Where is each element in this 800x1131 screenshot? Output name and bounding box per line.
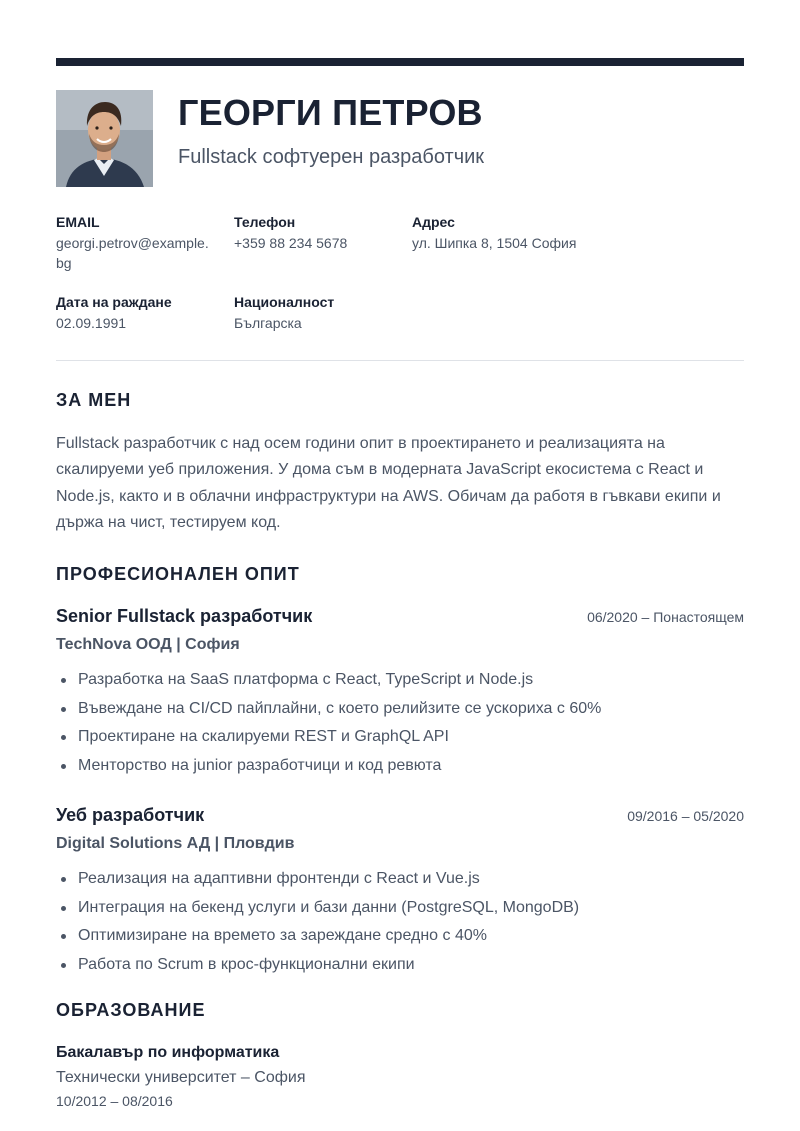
job-title: Уеб разработчик — [56, 805, 205, 825]
job-bullets — [56, 666, 744, 780]
experience-section — [56, 563, 744, 979]
job-company: Digital Solutions АД | Пловдив — [56, 835, 295, 852]
contact-info — [56, 213, 744, 333]
list-item: Въвеждане на CI/CD пайплайни, с което релийзите се ускориха с 60% — [56, 695, 744, 724]
name-block — [178, 90, 484, 187]
top-accent-bar — [56, 58, 744, 66]
contact-birthdate — [56, 293, 234, 333]
job-company: TechNova ООД | София — [56, 636, 240, 653]
contact-nationality — [234, 293, 412, 333]
education-degree: Бакалавър по информатика — [56, 1044, 280, 1061]
section-title: ЗА МЕН — [56, 390, 132, 410]
nationality-value: Българска — [234, 315, 302, 331]
address-value: ул. Шипка 8, 1504 София — [412, 235, 577, 251]
section-title: ОБРАЗОВАНИЕ — [56, 1000, 206, 1020]
about-text: Fullstack разработчик с над осем години опит в проектирането и реализацията на скалируеми уеб приложения. У дома съм в модерната JavaScript екосистема с React и Node.js, както и в облачни инфраструктури на AWS. Обичам да работя в гъвкави екипи и държа на чист, тестируем код. — [56, 435, 721, 532]
job-dates: 09/2016 – 05/2020 — [627, 808, 744, 824]
job-header — [56, 804, 744, 826]
contact-address — [412, 213, 672, 273]
job-dates: 06/2020 – Понастоящем — [587, 609, 744, 625]
profile-photo — [56, 90, 153, 187]
section-divider — [56, 360, 744, 361]
contact-label: EMAIL — [56, 214, 100, 230]
contact-label: Адрес — [412, 214, 455, 230]
contact-label: Националност — [234, 294, 335, 310]
contact-label: Телефон — [234, 214, 296, 230]
job-subtitle: Fullstack софтуерен разработчик — [178, 146, 485, 168]
email-value[interactable]: georgi.petrov@example.bg — [56, 235, 209, 271]
list-item: Интеграция на бекенд услуги и бази данни (PostgreSQL, MongoDB) — [56, 894, 744, 923]
phone-value: +359 88 234 5678 — [234, 235, 348, 251]
list-item: Оптимизиране на времето за зареждане средно с 40% — [56, 922, 744, 951]
contact-phone — [234, 213, 412, 273]
job-bullets — [56, 865, 744, 979]
full-name: ГЕОРГИ ПЕТРОВ — [178, 92, 483, 133]
section-title: ПРОФЕСИОНАЛЕН ОПИТ — [56, 564, 300, 584]
list-item: Реализация на адаптивни фронтенди с React и Vue.js — [56, 865, 744, 894]
cv-header — [56, 90, 744, 187]
contact-row — [56, 293, 744, 333]
education-section — [56, 999, 744, 1110]
birthdate-value: 02.09.1991 — [56, 315, 127, 331]
list-item: Разработка на SaaS платформа с React, TypeScript и Node.js — [56, 666, 744, 695]
education-school: Технически университет – София — [56, 1069, 306, 1086]
contact-label: Дата на раждане — [56, 294, 172, 310]
list-item: Проектиране на скалируеми REST и GraphQL API — [56, 723, 744, 752]
job-title: Senior Fullstack разработчик — [56, 606, 313, 626]
job-header — [56, 605, 744, 627]
education-dates: 10/2012 – 08/2016 — [56, 1093, 173, 1109]
contact-row — [56, 213, 744, 273]
about-section — [56, 389, 744, 537]
list-item: Работа по Scrum в крос-функционални екипи — [56, 951, 744, 980]
list-item: Менторство на junior разработчици и код ревюта — [56, 752, 744, 781]
contact-email — [56, 213, 234, 273]
job-entry — [56, 605, 744, 780]
job-entry — [56, 804, 744, 979]
